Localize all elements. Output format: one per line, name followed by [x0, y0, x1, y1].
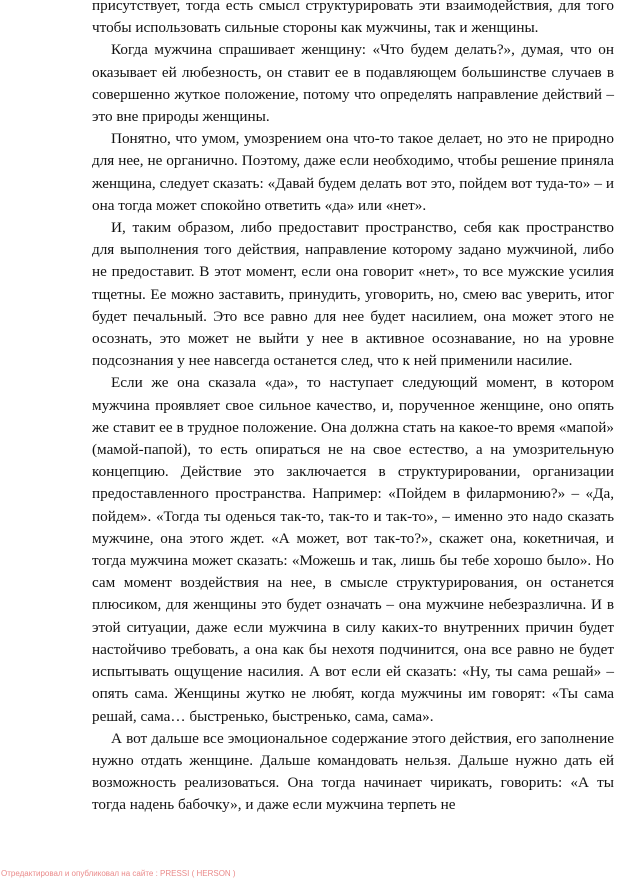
paragraph: Когда мужчина спрашивает женщину: «Что будем делать?», думая, что он оказывает ей любезность, он ставит ее в подавляющем большинстве случаев в совершенно жуткое положение, потому что определять направление действий – это вне природы женщины.: [92, 41, 614, 126]
paragraph-continued: присутствует, тогда есть смысл структурировать эти взаимодействия, для того чтобы использовать сильные стороны как мужчины, так и женщины.: [92, 0, 614, 37]
paragraph: И, таким образом, либо предоставит пространство, себя как пространство для выполнения того действия, направление которому задано мужчиной, либо не предоставит. В этот момент, если она говорит «нет», то все мужские усилия тщетны. Ее можно заставить, принудить, уговорить, но, смею вас уверить, итог будет печальный. Это все равно для нее будет насилием, она может этого не осознать, это может не выйти у нее в активное осознавание, но на уровне подсознания у нее навсегда останется след, что к ней применили насилие.: [92, 219, 614, 370]
paragraph: Если же она сказала «да», то наступает следующий момент, в котором мужчина проявляет свое сильное качество, и, порученное женщине, оно опять же ставит ее в трудное положение. Она должна стать на какое-то время «мапой» (мамой-папой), то есть опираться не на свое естество, а на умозрительную концепцию. Действие это заключается в структурировании, организации предоставленного пространства. Например: «Пойдем в филармонию?» – «Да, пойдем». «Тогда ты оденься так-то, так-то и так-то», – именно это надо сказать мужчине, она этого ждет. «А может, вот так-то?», скажет она, кокетничая, и тогда мужчина может сказать: «Можешь и так, лишь бы тебе хорошо было». Но сам момент воздействия на нее, в смысле структурирования, он останется плюсиком, для женщины это будет означать – она мужчине небезразлична. И в этой ситуации, даже если мужчина в силу каких-то внутренних причин будет настойчиво требовать, а она как бы нехотя подчинится, она все равно не будет испытывать ощущение насилия. А вот если ей сказать: «Ну, ты сама решай» – опять сама. Женщины жутко не любят, когда мужчины им говорят: «Ты сама решай, сама… быстренько, быстренько, сама, сама».: [92, 374, 614, 725]
paragraph: Понятно, что умом, умозрением она что-то такое делает, но это не природно для нее, не органично. Поэтому, даже если необходимо, чтобы решение приняла женщина, следует сказать: «Давай будем делать вот это, пойдем вот туда-то» – и она тогда может спокойно ответить «да» или «нет».: [92, 130, 614, 214]
paragraph: А вот дальше все эмоциональное содержание этого действия, его заполнение нужно отдать женщине. Дальше командовать нельзя. Дальше нужно дать ей возможность реализоваться. Она тогда начинает чирикать, говорить: «А ты тогда надень бабочку», и даже если мужчина терпеть не: [92, 729, 614, 814]
body-text: [92, 0, 614, 817]
footer-watermark: Отредактировал и опубликовал на сайте : PRESSI ( HERSON ): [1, 869, 236, 878]
